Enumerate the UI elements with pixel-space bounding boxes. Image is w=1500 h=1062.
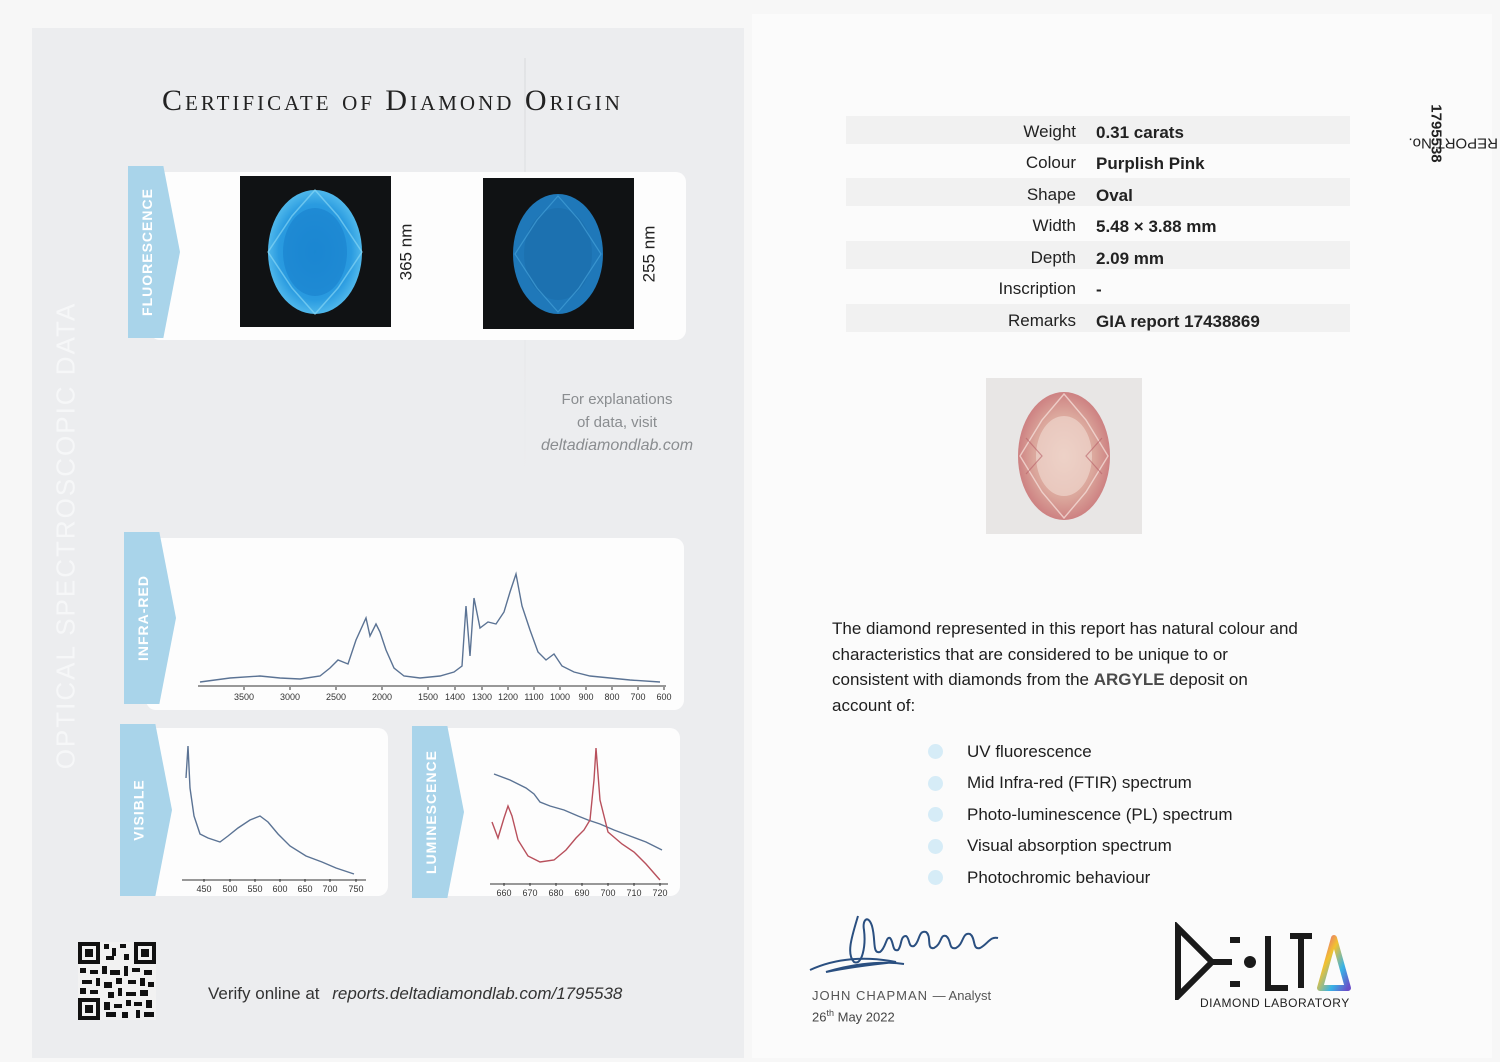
detail-value-inscription: - xyxy=(1096,280,1102,299)
luminescence-tick-label: 660 xyxy=(496,888,512,898)
detail-value-weight: 0.31 carats xyxy=(1096,123,1184,142)
analyst-signature xyxy=(806,906,1006,984)
report-number: REPORT No. 1795538 xyxy=(1408,104,1499,163)
fluorescence-label-255: 255 nm xyxy=(639,225,659,282)
luminescence-spectrum-blue xyxy=(494,774,662,850)
visible-tick-label: 650 xyxy=(297,884,313,894)
infrared-tick-label: 1500 xyxy=(417,692,439,702)
detail-value-remarks: GIA report 17438869 xyxy=(1096,312,1260,331)
detail-label-inscription: Inscription xyxy=(998,279,1076,298)
luminescence-spectrum-chart xyxy=(484,740,680,900)
diamond-photo xyxy=(986,378,1142,534)
luminescence-tick-label: 680 xyxy=(548,888,564,898)
bullet-dot-icon xyxy=(928,870,943,885)
visible-tick-label: 700 xyxy=(322,884,338,894)
deposit-name: ARGYLE xyxy=(1093,670,1165,689)
certificate-title: Certificate of Diamond Origin xyxy=(162,84,623,117)
side-watermark-text: OPTICAL SPECTROSCOPIC DATA xyxy=(50,301,81,769)
infrared-tick-label: 800 xyxy=(604,692,620,702)
luminescence-tab: LUMINESCENCE xyxy=(412,726,464,898)
detail-label-shape: Shape xyxy=(1026,185,1076,204)
qr-code[interactable] xyxy=(78,942,156,1020)
infrared-tick-label: 1100 xyxy=(524,692,544,702)
bullet-dot-icon xyxy=(928,776,943,791)
infrared-tab: INFRA-RED xyxy=(124,532,176,704)
criteria-item: Photo-luminescence (PL) spectrum xyxy=(928,799,1233,831)
visible-tick-label: 750 xyxy=(348,884,364,894)
visible-tick-label: 500 xyxy=(222,884,238,894)
verify-url-link[interactable]: reports.deltadiamondlab.com/1795538 xyxy=(332,984,623,1003)
report-date: 26th May 2022 xyxy=(812,1008,895,1025)
infrared-tick-label: 1200 xyxy=(497,692,519,702)
visible-tick-label: 450 xyxy=(196,884,212,894)
luminescence-tick-label: 690 xyxy=(574,888,590,898)
bullet-dot-icon xyxy=(928,744,943,759)
bullet-dot-icon xyxy=(928,807,943,822)
infrared-spectrum-line xyxy=(200,574,660,682)
fluorescence-image-365 xyxy=(240,176,391,327)
bullet-dot-icon xyxy=(928,839,943,854)
luminescence-tick-label: 720 xyxy=(652,888,668,898)
visible-tick-label: 550 xyxy=(247,884,263,894)
fluorescence-image-255 xyxy=(483,178,634,329)
explanation-url[interactable]: deltadiamondlab.com xyxy=(540,437,694,454)
infrared-tick-label: 3000 xyxy=(279,692,301,702)
fluorescence-label-365: 365 nm xyxy=(396,223,416,280)
analyst-name: JOHN CHAPMAN — Analyst xyxy=(812,988,992,1003)
luminescence-tick-label: 670 xyxy=(522,888,538,898)
detail-label-width: Width xyxy=(1032,216,1076,235)
luminescence-tick-label: 700 xyxy=(600,888,616,898)
criteria-item: Photochromic behaviour xyxy=(928,862,1233,894)
detail-value-width: 5.48 × 3.88 mm xyxy=(1096,217,1217,236)
visible-spectrum-line xyxy=(186,746,354,874)
detail-label-colour: Colour xyxy=(1025,153,1076,172)
detail-value-depth: 2.09 mm xyxy=(1096,249,1165,268)
verify-online: Verify online at reports.deltadiamondlab.com/1795538 xyxy=(208,984,623,1003)
criteria-item: Visual absorption spectrum xyxy=(928,831,1233,863)
detail-value-shape: Oval xyxy=(1096,186,1133,205)
infrared-spectrum-chart xyxy=(190,560,680,710)
visible-spectrum-chart xyxy=(176,738,372,898)
explanation-note: For explanations of data, visit deltadiamondlab.com xyxy=(534,388,700,457)
infrared-tick-label: 3500 xyxy=(233,692,255,702)
infrared-tick-label: 1000 xyxy=(549,692,571,702)
visible-tick-label: 600 xyxy=(272,884,288,894)
detail-label-remarks: Remarks xyxy=(1007,311,1076,330)
infrared-tick-label: 1400 xyxy=(444,692,466,702)
origin-statement: The diamond represented in this report has natural colour and characteristics that are considered to be unique to or consistent with diamonds from the ARGYLE deposit on account of: xyxy=(832,619,1298,715)
criteria-item: Mid Infra-red (FTIR) spectrum xyxy=(928,768,1233,800)
detail-label-weight: Weight xyxy=(1023,122,1076,141)
visible-tab: VISIBLE xyxy=(120,724,172,896)
detail-value-colour: Purplish Pink xyxy=(1096,154,1205,173)
fluorescence-tab: FLUORESCENCE xyxy=(128,166,180,338)
detail-label-depth: Depth xyxy=(1030,248,1076,267)
delta-logo xyxy=(1172,922,1352,1000)
infrared-tick-label: 700 xyxy=(630,692,646,702)
infrared-tick-label: 1300 xyxy=(471,692,493,702)
logo-subtitle: DIAMOND LABORATORY xyxy=(1200,996,1350,1010)
infrared-tick-label: 900 xyxy=(578,692,594,702)
luminescence-spectrum-red xyxy=(492,748,660,880)
criteria-item: UV fluorescence xyxy=(928,736,1233,768)
infrared-tick-label: 2000 xyxy=(371,692,393,702)
infrared-tick-label: 600 xyxy=(656,692,672,702)
criteria-list xyxy=(928,736,1233,894)
infrared-tick-label: 2500 xyxy=(325,692,347,702)
luminescence-tick-label: 710 xyxy=(626,888,642,898)
